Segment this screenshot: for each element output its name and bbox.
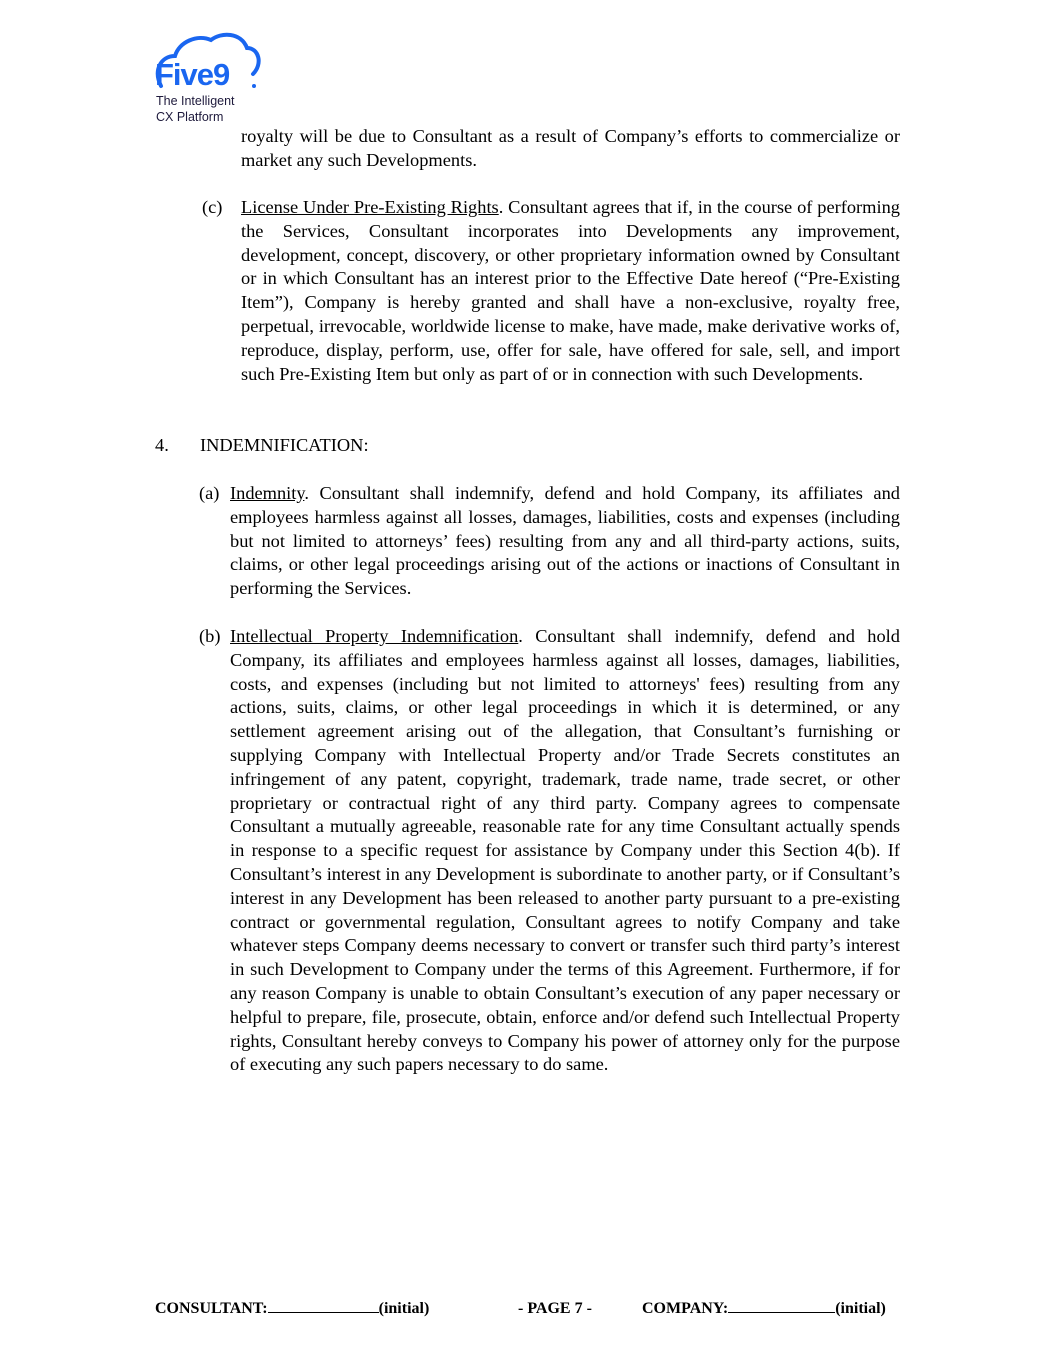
section-3c-paragraph: [241, 196, 900, 386]
logo-wordmark: Five9: [155, 57, 230, 90]
section-4b-heading: Intellectual Property Indemnification: [230, 626, 519, 646]
section-4a-text: . Consultant shall indemnify, defend and hold Company, its affiliates and employees harmless against all losses, damages, liabilities, costs and expenses (including but not limited to attorneys’ fees) resulting from any and all third-party actions, suits, claims, or other legal proceedings arising out of the actions or inactions of Consultant in performing the Services.: [230, 483, 900, 599]
company-initial-blank: [728, 1298, 835, 1313]
consultant-initial-label: (initial): [378, 1300, 430, 1317]
carryover-paragraph: royalty will be due to Consultant as a result of Company’s efforts to commercialize or market any such Developments.: [241, 126, 900, 170]
section-4b-marker: (b): [199, 626, 221, 646]
page-number: - PAGE 7 -: [518, 1300, 592, 1317]
section-3c-text: . Consultant agrees that if, in the course of performing the Services, Consultant incorporates into Developments any improvement, development, concept, discovery, or other proprietary information owned by Consultant or in which Consultant has an interest prior to the Effective Date hereof (“Pre-Existing Item”), Company is hereby granted and shall have a non-exclusive, royalty free, perpetual, irrevocable, worldwide license to make, have made, make derivative works of, reproduce, display, perform, use, offer for sale, have offered for sale, sell, and import such Pre-Existing Item but only as part of or in connection with such Developments.: [241, 197, 900, 384]
section-4a-marker: (a): [199, 483, 220, 503]
company-label: COMPANY:: [642, 1300, 729, 1317]
company-initial-label: (initial): [835, 1300, 886, 1317]
consultant-initial-field: [155, 1298, 429, 1320]
section-3c-heading: License Under Pre-Existing Rights: [241, 197, 499, 217]
section-4b-paragraph: [230, 625, 900, 1077]
five9-cloud-logo-icon: [155, 30, 265, 90]
logo-tagline: The Intelligent CX Platform: [156, 94, 235, 124]
section-4-title: INDEMNIFICATION:: [200, 435, 369, 455]
consultant-label: CONSULTANT:: [155, 1300, 268, 1317]
section-4b-text: . Consultant shall indemnify, defend and hold Company, its affiliates and employees harmless against all losses, damages, liabilities, costs, and expenses (including but not limited to attorneys' fees) resulting from any actions, suits, claims, or other legal proceedings in which it is determined, or any settlement agreement arising out of the allegation, that Consultant’s furnishing or supplying Company with Intellectual Property and/or Trade Secrets constitutes an infringement of any patent, copyright, trademark, trade name, trade secret, or other proprietary or contractual right of any third party. Company agrees to compensate Consultant a mutually agreeable, reasonable rate for any time Consultant actually spends in response to a specific request for assistance by Company under this Section 4(b). If Consultant’s interest in any Development is subordinate to another party, or if Consultant’s interest in any Development has been released to another party pursuant to a pre-existing contract or governmental regulation, Consultant agrees to notify Company and take whatever steps Company deems necessary to convert or transfer such third party’s interest in such Development to Company under the terms of this Agreement. Furthermore, if for any reason Company is unable to obtain Consultant’s execution of any paper necessary or helpful to prepare, file, prosecute, obtain, enforce and/or defend such Intellectual Property rights, Consultant hereby conveys to Company his power of attorney only for the purpose of executing any such papers necessary to do same.: [230, 626, 900, 1075]
section-3c-marker: (c): [202, 197, 223, 217]
section-4-number: 4.: [155, 435, 169, 455]
section-4a-heading: Indemnity: [230, 483, 305, 503]
page-footer: [155, 1298, 900, 1322]
consultant-initial-blank: [268, 1298, 379, 1313]
company-logo: [155, 30, 265, 130]
section-4a-paragraph: [230, 482, 900, 601]
company-initial-field: [642, 1298, 886, 1320]
